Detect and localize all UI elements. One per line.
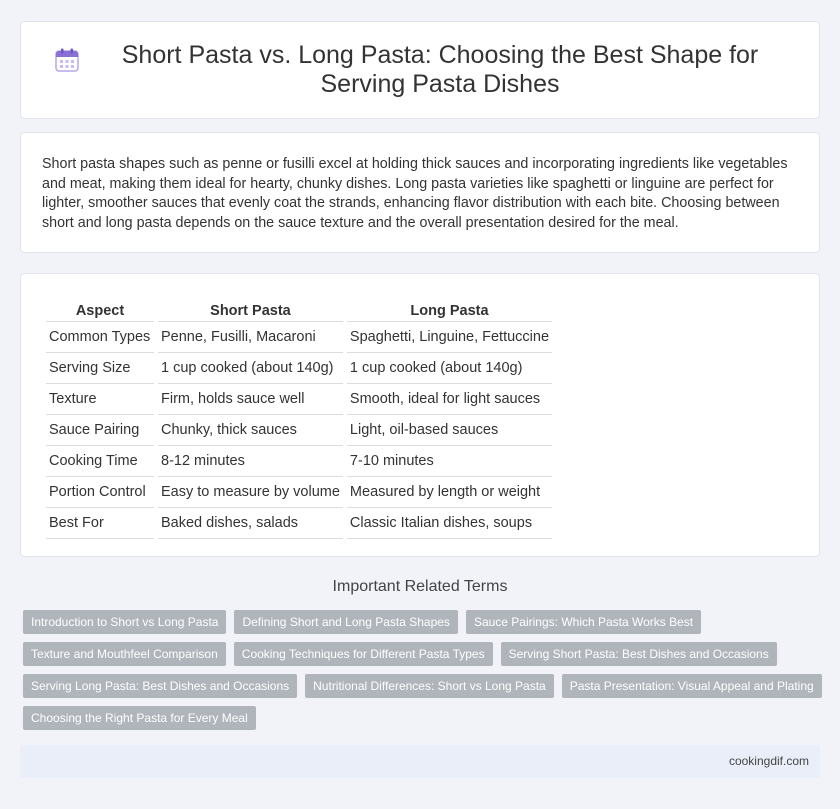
table-cell: 7-10 minutes (347, 446, 552, 477)
table-row (46, 322, 552, 353)
footer (20, 745, 820, 778)
table-cell: Chunky, thick sauces (158, 415, 343, 446)
comparison-table (42, 294, 556, 539)
table-cell: Portion Control (46, 477, 154, 508)
related-term-tag[interactable]: Choosing the Right Pasta for Every Meal (23, 706, 256, 730)
table-cell: 1 cup cooked (about 140g) (158, 353, 343, 384)
table-header-short-pasta: Short Pasta (158, 294, 343, 322)
table-header-long-pasta: Long Pasta (347, 294, 552, 322)
table-cell: Spaghetti, Linguine, Fettuccine (347, 322, 552, 353)
footer-site-link[interactable]: cookingdif.com (728, 754, 809, 768)
header-card (20, 21, 820, 119)
table-cell: Firm, holds sauce well (158, 384, 343, 415)
related-term-tag[interactable]: Sauce Pairings: Which Pasta Works Best (466, 610, 701, 634)
related-term-tag[interactable]: Cooking Techniques for Different Pasta Types (234, 642, 493, 666)
table-cell: Cooking Time (46, 446, 154, 477)
table-row (46, 353, 552, 384)
table-cell: Classic Italian dishes, soups (347, 508, 552, 539)
related-terms-title: Important Related Terms (332, 578, 508, 595)
table-header-aspect: Aspect (46, 294, 154, 322)
table-row (46, 384, 552, 415)
table-cell: Sauce Pairing (46, 415, 154, 446)
table-cell: 1 cup cooked (about 140g) (347, 353, 552, 384)
page-title: Short Pasta vs. Long Pasta: Choosing the Best Shape for Serving Pasta Dishes (121, 41, 759, 98)
related-term-tag[interactable]: Serving Short Pasta: Best Dishes and Occasions (501, 642, 777, 666)
related-term-tag[interactable]: Defining Short and Long Pasta Shapes (234, 610, 457, 634)
intro-card (20, 132, 820, 253)
table-cell: Serving Size (46, 353, 154, 384)
related-terms-list (23, 610, 823, 730)
table-cell: Smooth, ideal for light sauces (347, 384, 552, 415)
related-term-tag[interactable]: Serving Long Pasta: Best Dishes and Occasions (23, 674, 297, 698)
table-cell: Light, oil-based sauces (347, 415, 552, 446)
table-cell: Texture (46, 384, 154, 415)
table-row (46, 508, 552, 539)
comparison-table-card (20, 273, 820, 557)
table-cell: Penne, Fusilli, Macaroni (158, 322, 343, 353)
table-row (46, 415, 552, 446)
related-term-tag[interactable]: Texture and Mouthfeel Comparison (23, 642, 226, 666)
table-row (46, 477, 552, 508)
table-cell: Measured by length or weight (347, 477, 552, 508)
table-cell: Common Types (46, 322, 154, 353)
related-term-tag[interactable]: Nutritional Differences: Short vs Long Pasta (305, 674, 554, 698)
intro-paragraph: Short pasta shapes such as penne or fusilli excel at holding thick sauces and incorporating ingredients like vegetables and meat, making them ideal for hearty, chunky dishes. Long pasta varieties like spaghetti or linguine are perfect for lighter, smoother sauces that evenly coat the strands, enhancing flavor distribution with each bite. Choosing between short and long pasta depends on the sauce texture and the overall presentation desired for the meal. (42, 156, 788, 231)
table-cell: Baked dishes, salads (158, 508, 343, 539)
related-term-tag[interactable]: Introduction to Short vs Long Pasta (23, 610, 226, 634)
table-row (46, 446, 552, 477)
table-header-row (46, 294, 552, 322)
table-cell: Easy to measure by volume (158, 477, 343, 508)
table-cell: 8-12 minutes (158, 446, 343, 477)
related-term-tag[interactable]: Pasta Presentation: Visual Appeal and Plating (562, 674, 822, 698)
table-cell: Best For (46, 508, 154, 539)
